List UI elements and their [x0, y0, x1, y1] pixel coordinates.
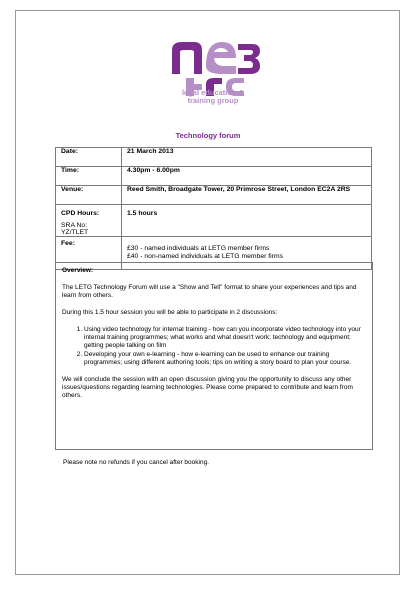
logo-wordmark — [163, 89, 263, 105]
logo-line-1: legal education & — [181, 88, 245, 97]
fee-label: Fee: — [61, 240, 75, 247]
discussion-list — [62, 326, 366, 367]
overview-lead: During this 1.5 hour session you will be able to participate in 2 discussions: — [62, 309, 278, 316]
refund-note: Please note no refunds if you cancel after booking. — [63, 459, 209, 466]
time-label: Time: — [56, 167, 122, 186]
page-title: Technology forum — [175, 131, 241, 140]
overview-title: Overview: — [62, 267, 94, 274]
cpd-label-cell — [56, 205, 122, 237]
date-label: Date: — [56, 148, 122, 167]
venue-value: Reed Smith, Broadgate Tower, 20 Primrose Street, London EC2A 2RS — [122, 186, 372, 205]
fee-line-2: £40 - non-named individuals at LETG member firms — [127, 253, 284, 260]
cpd-value-cell — [122, 205, 372, 237]
cpd-label: CPD Hours: — [61, 210, 100, 217]
overview-closing: We will conclude the session with an open discussion giving you the opportunity to discuss any other issues/questions regarding learning technologies. Please come prepared to contribute and learn from others. — [62, 376, 353, 399]
overview-section — [55, 262, 373, 450]
venue-label: Venue: — [56, 186, 122, 205]
logo-line-2: training group — [187, 96, 239, 105]
overview-intro: The LETG Technology Forum will use a "Show and Tell" format to share your experiences and tips and learn from others. — [62, 284, 357, 299]
time-row — [56, 167, 372, 186]
cpd-row — [56, 205, 372, 237]
date-value: 21 March 2013 — [122, 148, 372, 167]
discussion-item: 1. Using video technology for internal training - how can you incorporate video technology into your internal training programmes; what works and what doesn't work; technology and equipment; getting people talking on film — [84, 326, 366, 350]
cpd-value: 1.5 hours — [127, 210, 158, 217]
event-details-table — [55, 147, 372, 270]
discussion-item: 2. Developing your own e-learning - how e-learning can be used to enhance our training programmes; using different authoring tools; tips on writing a story board to plan your course. — [84, 351, 366, 367]
venue-row — [56, 186, 372, 205]
fee-line-1: £30 - named individuals at LETG member firms — [127, 245, 270, 252]
time-value: 4.30pm - 6.00pm — [122, 167, 372, 186]
sra-number: SRA No: YZ/TLET — [61, 222, 89, 236]
date-row — [56, 148, 372, 167]
